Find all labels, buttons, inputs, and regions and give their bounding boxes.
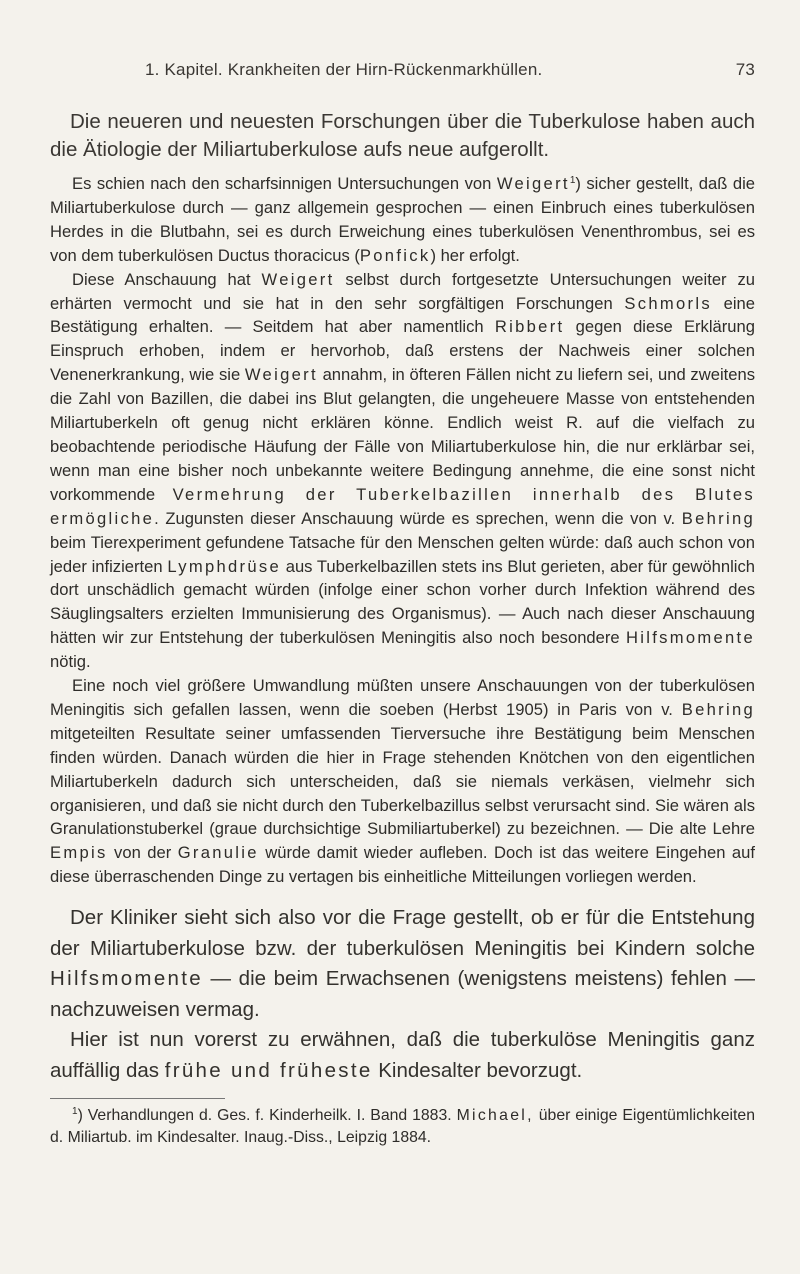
text-run: ) her erfolgt. — [430, 245, 520, 265]
text-run: aus Tuberkelbazillen stets ins Blut gerieten, aber für gewöhnlich dort unschädlich gemacht würden (infolge einer schon vorher durch Infektion während des Säuglingsalters erzielten Immunisierung des Organismus). — Auch nach dieser Anschauung hätten wir zur Entstehung der tuberkulösen Meningitis also noch besondere — [50, 556, 755, 648]
paragraph-kliniker — [50, 903, 755, 1025]
paragraph-kindesalter — [50, 1025, 755, 1086]
author-name: Weigert — [244, 365, 318, 385]
paragraph-ribbert — [50, 268, 755, 674]
emphasis: Hilfsmomente — [625, 628, 755, 648]
footnote — [50, 1105, 755, 1149]
paragraph-weigert — [50, 172, 755, 268]
text-run: Eine noch viel größere Umwandlung müßten unsere Anschauungen von der tuberkulösen Meningitis sich gefallen lassen, wenn die soeben (Herbst 1905) in Paris von v. — [50, 676, 755, 719]
text-run: beim Tierexperiment gefundene Tatsache für den Menschen gelten würde: daß auch schon von jeder infizierten — [50, 532, 755, 576]
emphasis: Vermehrung der Tuberkelbazillen innerhalb des Blutes ermögliche — [50, 484, 755, 528]
text-run: Der Kliniker sieht sich also vor die Frage gestellt, ob er für die Entstehung der Miliartuberkulose bzw. der tuberkulösen Meningitis bei Kindern solche — [50, 906, 755, 960]
text-run: Kindesalter bevorzugt. — [372, 1058, 583, 1082]
lead-paragraph — [50, 108, 755, 164]
large-print-section — [50, 903, 755, 1086]
author-name: Behring — [681, 699, 755, 719]
footnote-divider — [50, 1098, 225, 1099]
text-run: würde damit wieder aufleben. Doch ist das weitere Eingehen auf diese überraschenden Dinge zu vertagen bis einheitliche Mitteilungen vorliegen werden. — [50, 843, 755, 887]
text-run: ) Verhandlungen d. Ges. f. Kinderheilk. I. Band 1883. — [77, 1107, 457, 1125]
emphasis: Lymphdrüse — [167, 556, 282, 576]
text-run: — die beim Erwachsenen (wenigstens meistens) fehlen — nachzuweisen vermag. — [50, 967, 755, 1021]
text-run: Hier ist nun vorerst zu erwähnen, daß die tuberkulöse Meningitis ganz auffällig das — [50, 1028, 755, 1082]
footnote-marker: 1 — [569, 175, 576, 186]
author-name: Ponfick — [359, 245, 431, 265]
text-run: nötig. — [50, 652, 91, 672]
chapter-title: 1. Kapitel. Krankheiten der Hirn-Rückenmarkhüllen. — [145, 60, 543, 79]
text-run: über einige Eigentümlichkeiten d. Miliartub. im Kindesalter. Inaug.-Diss., Leipzig 1884. — [50, 1107, 755, 1147]
text-run: annahm, in öfteren Fällen nicht zu liefern sei, und zweitens die Zahl von Bazillen, die dabei ins Blut gelangten, die ungeheuere Masse von entstehenden Miliartuberkeln oft genug nicht erklären könne. Endlich weist R. auf die vielfach zu beobachtende periodische Häufung der Fälle von Miliartuberkulose hin, die nur erklärbar sei, wenn man eine bisher noch unbekannte weitere Bedingung annehme, die eine sonst nicht vorkommende — [50, 365, 755, 504]
footnote-marker: 1 — [72, 1106, 78, 1118]
text-run: eine Bestätigung erhalten. — Seitdem hat aber namentlich — [50, 293, 756, 337]
emphasis: Hilfsmomente — [50, 967, 203, 991]
paragraph-behring — [50, 674, 755, 889]
footnote-text — [50, 1105, 755, 1149]
emphasis: frühe und früheste — [164, 1058, 373, 1082]
author-name: Schmorls — [624, 293, 712, 313]
emphasis: Granulie — [177, 843, 259, 863]
text-run: gegen diese Erklärung Einspruch erhoben, indem er hervorhob, daß erstens der Nachweis einer solchen Venenerkrankung, wie sie — [50, 317, 755, 385]
author-name: Ribbert — [494, 317, 565, 337]
text-run: von der — [107, 843, 178, 863]
author-name: Weigert — [261, 269, 335, 289]
text-run: ) sicher gestellt, daß die Miliartuberkulose durch — ganz allgemein gesprochen — einen Einbruch eines tuberkulösen Herdes in die Blutbahn, sei es durch Erweichung eines tuberkulösen Venenthrombus, sei es von dem tuberkulösen Ductus thoracicus ( — [50, 174, 755, 265]
body-text — [50, 172, 755, 889]
running-header — [50, 60, 755, 80]
text-run: Es schien nach den scharfsinnigen Untersuchungen von — [72, 174, 497, 193]
text-run: selbst durch fortgesetzte Untersuchungen weiter zu erhärten vermocht und sie hat in den sehr sorgfältigen Forschungen — [50, 269, 755, 313]
author-name: Weigert — [496, 174, 570, 193]
author-name: Behring — [681, 508, 755, 528]
text-run: mitgeteilten Resultate seiner umfassenden Tierversuche ihre Bestätigung beim Menschen finden würden. Danach würden die hier in Frage stehenden Knötchen von den eigentlichen Miliartuberkeln dadurch sich unterscheiden, daß sie niemals verkäsen, vielmehr sich organisieren, und daß sie nicht durch den Tuberkelbazillus selbst verursacht sind. Sie wären als Granulationstuberkel (graue durchsichtige Submiliartuberkel) zu bezeichnen. — Die alte Lehre — [50, 723, 755, 839]
author-name: Michael, — [456, 1107, 534, 1125]
text-run: . Zugunsten dieser Anschauung würde es sprechen, wenn die von v. — [154, 508, 682, 528]
book-page — [50, 60, 755, 1149]
page-number: 73 — [735, 60, 755, 79]
author-name: Empis — [50, 843, 108, 863]
text-run: Diese Anschauung hat — [72, 269, 262, 289]
lead-text: Die neueren und neuesten Forschungen über die Tuberkulose haben auch die Ätiologie der Miliartuberkulose aufs neue aufgerollt. — [50, 110, 755, 161]
